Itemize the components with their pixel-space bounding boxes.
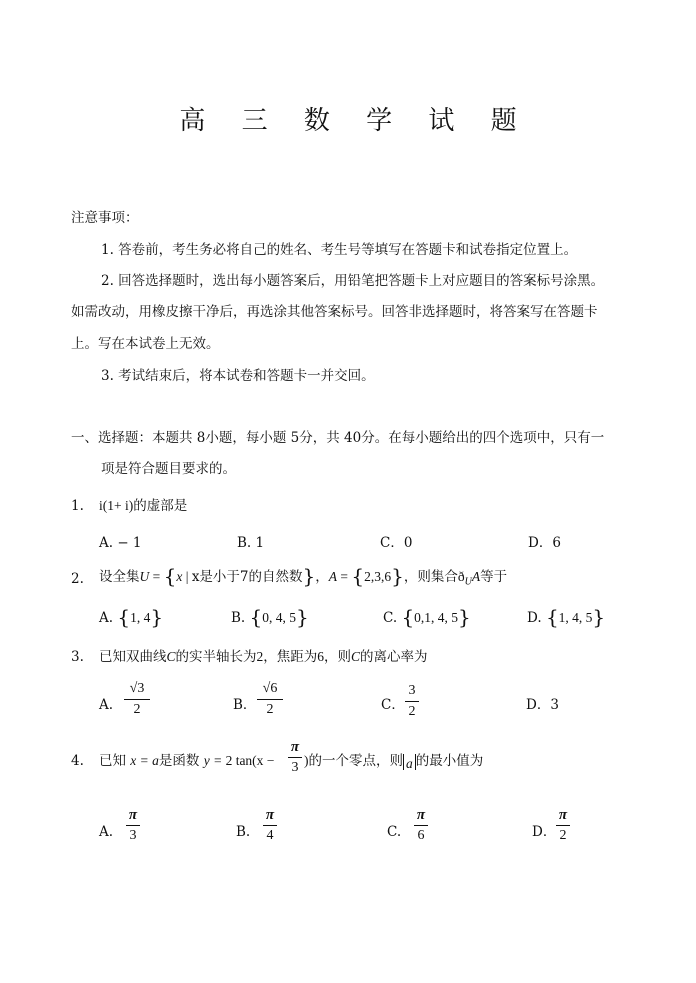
q4-denominator: 3	[291, 760, 299, 775]
q2-comma: ，	[315, 569, 329, 585]
notice-item-3: 3. 考试结束后，将本试卷和答题卡一并交回。	[101, 368, 375, 384]
q4-condition: x = a	[130, 753, 159, 768]
page-title: 高 三 数 学 试 题	[179, 106, 531, 136]
q2-option-d: D. {1, 4, 5}	[527, 605, 606, 629]
q4-option-b-label: B.	[236, 824, 251, 840]
q2-set-a-elements: 2,3,6	[364, 569, 392, 584]
q4-absolute-value	[403, 754, 416, 770]
q2-option-d-label: D.	[527, 610, 542, 626]
q4-option-c-label: C.	[387, 824, 402, 840]
q2-option-c-value: 0,1, 4, 5	[414, 610, 459, 625]
q3-text-4: ，则	[324, 649, 352, 665]
q2-set-bar: |	[182, 569, 192, 584]
q3-option-a-label: A.	[99, 697, 114, 713]
q1-stem-text: 的虚部是	[133, 498, 188, 514]
q4-option-b-fraction	[263, 806, 277, 845]
q2-option-b-label: B.	[231, 610, 246, 626]
q3-option-c-label: C．	[381, 697, 405, 713]
q1-expression: i(1+ i)	[99, 498, 134, 513]
q3-option-a-numerator: 3	[137, 681, 145, 696]
q4-option-c-fraction	[414, 806, 428, 845]
q2-text-1: 设全集	[99, 569, 140, 585]
q4-function: 2 tan(x −	[225, 753, 275, 768]
q2-universal-set-symbol: U	[139, 569, 150, 584]
q2-right-brace: }	[302, 564, 316, 588]
notice-item-2-line-1: 2. 回答选择题时，选出每小题答案后，用铅笔把答题卡上对应题目的答案标号涂黑。	[101, 273, 605, 289]
q4-option-b-numerator: π	[265, 807, 275, 823]
q1-option-b: B. 1	[237, 535, 265, 551]
q3-option-b-denominator: 2	[266, 702, 274, 717]
q3-text-3: ，焦距为	[263, 649, 318, 665]
q2-option-a-label: A.	[99, 610, 114, 626]
q2-left-brace: {	[163, 564, 177, 588]
q4-text-1: 已知	[99, 753, 126, 769]
q2-option-c-label: C.	[383, 610, 398, 626]
notice-item-2-line-3: 上。写在本试卷上无效。	[71, 336, 220, 352]
q2-a-right-brace: }	[391, 564, 404, 588]
q4-option-d-label: D．	[532, 824, 557, 840]
q2-text-3: 等于	[480, 569, 508, 585]
q4-option-a-label: A.	[99, 824, 114, 840]
q3-number: 3.	[71, 649, 84, 665]
q3-stem	[99, 647, 428, 667]
q2-option-c: C. {0,1, 4, 5}	[383, 605, 471, 629]
q3-option-d: D．3	[526, 697, 559, 713]
q3-text-2: 的实半轴长为	[175, 649, 257, 665]
q4-stem-part-2	[304, 751, 483, 771]
q3-option-c-numerator: 3	[408, 683, 416, 698]
section-heading-line-1: 一、选择题：本题共 8小题，每小题 5分，共 40分。在每小题给出的四个选项中，只有一	[71, 430, 605, 446]
q4-a: a	[406, 756, 413, 771]
q4-option-d-denominator: 2	[559, 828, 567, 843]
notice-item-2-line-2: 如需改动，用橡皮擦干净后，再选涂其他答案标号。回答非选择题时，将答案写在答题卡	[71, 304, 598, 320]
q3-text-5: 的离心率为	[360, 649, 428, 665]
q2-set-var: x	[176, 569, 183, 584]
q4-option-c-numerator: π	[416, 807, 426, 823]
q4-option-a-fraction	[126, 806, 140, 845]
q2-option-b: B. {0, 4, 5}	[231, 605, 309, 629]
q3-option-b-numerator: 6	[270, 681, 278, 696]
q3-value-2: 6	[317, 649, 325, 664]
q4-y-equals: y =	[203, 753, 226, 768]
q2-text-2: ，则集合	[403, 569, 458, 585]
q4-option-a-numerator: π	[128, 807, 138, 823]
q2-option-a: A. {1, 4}	[99, 605, 164, 629]
q4-text-3: 的一个零点，则	[308, 753, 403, 769]
q4-stem-part-1	[99, 751, 274, 771]
q4-option-c-denominator: 6	[417, 828, 425, 843]
q1-option-a: A. − 1	[99, 535, 142, 551]
q2-a-left-brace: {	[351, 564, 365, 588]
q3-option-c-denominator: 2	[408, 704, 416, 719]
q2-option-b-value: 0, 4, 5	[262, 610, 296, 625]
q2-complement-symbol: ð	[457, 569, 465, 584]
q4-option-d-numerator: π	[558, 807, 568, 823]
q4-option-b-denominator: 4	[266, 828, 274, 843]
notice-item-1: 1. 答卷前，考生务必将自己的姓名、考生号等填写在答题卡和试卷指定位置上。	[101, 242, 578, 258]
q3-option-a-denominator: 2	[133, 702, 141, 717]
notice-heading: 注意事项：	[71, 210, 139, 226]
section-heading-line-2: 项是符合题目要求的。	[101, 461, 236, 477]
q3-option-b-fraction: √6 2	[257, 680, 283, 719]
q3-option-a-fraction: √3 2	[124, 680, 150, 719]
q3-option-c-fraction	[405, 682, 419, 721]
q2-set-a-symbol: A	[328, 569, 337, 584]
q1-option-d: D．6	[528, 535, 561, 551]
q4-pi: π	[290, 739, 300, 755]
q2-complement-sub: U	[464, 576, 472, 588]
q4-stem-fraction	[288, 738, 302, 777]
q4-option-d-fraction	[556, 806, 570, 845]
q2-option-d-value: 1, 4, 5	[558, 610, 593, 625]
q4-number: 4.	[71, 753, 84, 769]
q3-value-1: 2	[256, 649, 264, 664]
q3-curve-symbol-2: C	[351, 649, 361, 664]
q4-text-4: 的最小值为	[415, 753, 484, 769]
q3-curve-symbol: C	[166, 649, 176, 664]
q2-number: 2.	[71, 571, 84, 587]
q2-set-description: x是小于7的自然数	[191, 569, 303, 585]
q4-close-paren: )	[304, 753, 309, 768]
q1-number: 1.	[71, 498, 84, 514]
q2-equals: =	[149, 569, 164, 584]
q2-option-a-value: 1, 4	[130, 610, 151, 625]
q1-option-c: C．0	[380, 535, 413, 551]
q4-text-2: 是函数	[158, 753, 200, 769]
q1-stem	[99, 496, 187, 516]
q2-stem: 设全集U = {x | x是小于7的自然数}，A = {2,3,6}，则集合$ð_UA$等于	[99, 564, 508, 588]
q3-option-b-label: B．	[233, 697, 257, 713]
q3-text-1: 已知双曲线	[99, 649, 167, 665]
q4-option-a-denominator: 3	[129, 828, 137, 843]
q2-complement-a: A	[471, 569, 481, 584]
